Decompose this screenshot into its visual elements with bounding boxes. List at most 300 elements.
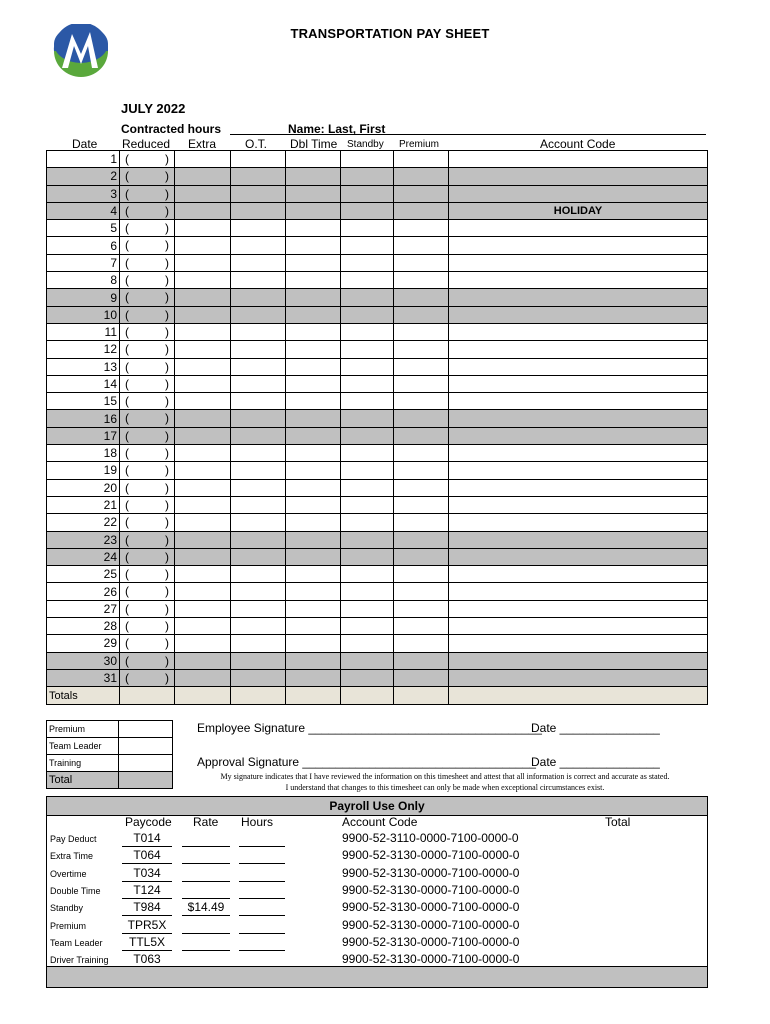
reduced-cell[interactable] <box>120 358 175 375</box>
day-number: 28 <box>47 618 120 635</box>
dbl-time-cell[interactable] <box>286 151 341 168</box>
standby-cell[interactable] <box>341 548 394 565</box>
ot-cell[interactable] <box>231 220 286 237</box>
day-number: 17 <box>47 427 120 444</box>
total-cell[interactable] <box>231 687 286 705</box>
extra-cell[interactable] <box>175 254 231 271</box>
reduced-cell[interactable] <box>120 427 175 444</box>
extra-cell[interactable] <box>175 514 231 531</box>
ot-cell[interactable] <box>231 618 286 635</box>
ot-cell[interactable] <box>231 375 286 392</box>
account-code-cell[interactable] <box>449 669 708 686</box>
account-code-value: 9900-52-3130-0000-7100-0000-0 <box>342 917 520 932</box>
premium-cell[interactable] <box>394 583 449 600</box>
standby-cell[interactable] <box>341 618 394 635</box>
premium-cell[interactable] <box>394 566 449 583</box>
totals-label: Totals <box>47 687 120 705</box>
summary-total-value[interactable] <box>119 772 173 789</box>
ot-cell[interactable] <box>231 151 286 168</box>
reduced-cell[interactable] <box>120 600 175 617</box>
extra-cell[interactable] <box>175 462 231 479</box>
account-code-cell[interactable] <box>449 410 708 427</box>
dbl-time-cell[interactable] <box>286 566 341 583</box>
extra-cell[interactable] <box>175 375 231 392</box>
dbl-time-cell[interactable] <box>286 272 341 289</box>
premium-cell[interactable] <box>394 323 449 340</box>
account-code-cell[interactable] <box>449 323 708 340</box>
extra-cell[interactable] <box>175 168 231 185</box>
ot-cell[interactable] <box>231 531 286 548</box>
premium-cell[interactable] <box>394 479 449 496</box>
summary-value[interactable] <box>119 755 173 772</box>
summary-value[interactable] <box>119 738 173 755</box>
reduced-cell[interactable] <box>120 479 175 496</box>
account-code-cell[interactable] <box>449 375 708 392</box>
name-header: Name: Last, First <box>288 122 386 136</box>
dbl-time-cell[interactable] <box>286 393 341 410</box>
reduced-cell[interactable] <box>120 566 175 583</box>
ot-cell[interactable] <box>231 427 286 444</box>
ot-cell[interactable] <box>231 462 286 479</box>
premium-cell[interactable] <box>394 202 449 219</box>
account-code-cell[interactable] <box>449 548 708 565</box>
ot-cell[interactable] <box>231 202 286 219</box>
hours-value[interactable] <box>239 831 285 847</box>
standby-cell[interactable] <box>341 254 394 271</box>
reduced-cell[interactable] <box>120 514 175 531</box>
reduced-cell[interactable] <box>120 652 175 669</box>
page-title: TRANSPORTATION PAY SHEET <box>290 26 490 41</box>
standby-cell[interactable] <box>341 323 394 340</box>
extra-cell[interactable] <box>175 220 231 237</box>
standby-cell[interactable] <box>341 393 394 410</box>
day-number: 30 <box>47 652 120 669</box>
ot-cell[interactable] <box>231 479 286 496</box>
contracted-hours-header: Contracted hours <box>121 122 222 136</box>
account-code-cell[interactable] <box>449 168 708 185</box>
premium-cell[interactable] <box>394 306 449 323</box>
standby-cell[interactable] <box>341 358 394 375</box>
account-code-cell[interactable] <box>449 618 708 635</box>
standby-cell[interactable] <box>341 479 394 496</box>
day-number: 9 <box>47 289 120 306</box>
dbl-time-cell[interactable] <box>286 600 341 617</box>
ot-cell[interactable] <box>231 289 286 306</box>
standby-cell[interactable] <box>341 375 394 392</box>
day-row <box>47 669 708 686</box>
account-code-cell[interactable] <box>449 341 708 358</box>
premium-cell[interactable] <box>394 254 449 271</box>
ot-cell[interactable] <box>231 600 286 617</box>
account-code-value: 9900-52-3130-0000-7100-0000-0 <box>342 865 520 880</box>
reduced-cell[interactable] <box>120 669 175 686</box>
extra-cell[interactable] <box>175 566 231 583</box>
extra-cell[interactable] <box>175 393 231 410</box>
reduced-cell[interactable] <box>120 220 175 237</box>
standby-cell[interactable] <box>341 220 394 237</box>
account-code-cell[interactable]: HOLIDAY <box>449 202 708 219</box>
premium-cell[interactable] <box>394 341 449 358</box>
paren-close: ) <box>165 411 169 426</box>
rate-value[interactable] <box>182 866 230 882</box>
dbl-time-cell[interactable] <box>286 358 341 375</box>
employee-date-line[interactable]: Date _______________ <box>531 721 660 735</box>
paren-close: ) <box>165 584 169 599</box>
hours-value[interactable] <box>239 848 285 864</box>
paren-open: ( <box>125 619 129 634</box>
extra-cell[interactable] <box>175 479 231 496</box>
dbl-time-cell[interactable] <box>286 220 341 237</box>
paren-open: ( <box>125 446 129 461</box>
premium-cell[interactable] <box>394 669 449 686</box>
standby-cell[interactable] <box>341 635 394 652</box>
extra-cell[interactable] <box>175 531 231 548</box>
dbl-time-cell[interactable] <box>286 410 341 427</box>
rate-value[interactable] <box>182 918 230 934</box>
standby-cell[interactable] <box>341 583 394 600</box>
ot-cell[interactable] <box>231 652 286 669</box>
ot-cell[interactable] <box>231 168 286 185</box>
reduced-cell[interactable] <box>120 237 175 254</box>
account-code-cell[interactable] <box>449 306 708 323</box>
ot-cell[interactable] <box>231 566 286 583</box>
day-number: 1 <box>47 151 120 168</box>
day-row <box>47 272 708 289</box>
rate-value[interactable] <box>182 831 230 847</box>
paren-close: ) <box>165 186 169 201</box>
premium-cell[interactable] <box>394 393 449 410</box>
account-code-cell[interactable] <box>449 289 708 306</box>
dbl-time-cell[interactable] <box>286 289 341 306</box>
account-code-cell[interactable] <box>449 393 708 410</box>
summary-total-label: Total <box>47 772 119 789</box>
extra-cell[interactable] <box>175 635 231 652</box>
dbl-time-cell[interactable] <box>286 514 341 531</box>
premium-cell[interactable] <box>394 445 449 462</box>
standby-cell[interactable] <box>341 289 394 306</box>
total-cell[interactable] <box>120 687 175 705</box>
extra-cell[interactable] <box>175 272 231 289</box>
extra-header: Extra <box>188 137 217 151</box>
standby-cell[interactable] <box>341 410 394 427</box>
standby-cell[interactable] <box>341 151 394 168</box>
reduced-cell[interactable] <box>120 254 175 271</box>
reduced-cell[interactable] <box>120 462 175 479</box>
extra-cell[interactable] <box>175 600 231 617</box>
total-cell[interactable] <box>341 687 394 705</box>
rate-value[interactable] <box>182 848 230 864</box>
extra-cell[interactable] <box>175 323 231 340</box>
dbl-time-cell[interactable] <box>286 548 341 565</box>
dbl-time-cell[interactable] <box>286 202 341 219</box>
approval-signature-line[interactable]: Approval Signature ___________________________________ <box>197 755 536 769</box>
premium-cell[interactable] <box>394 272 449 289</box>
extra-cell[interactable] <box>175 237 231 254</box>
extra-cell[interactable] <box>175 618 231 635</box>
account-code-cell[interactable] <box>449 479 708 496</box>
dbl-time-cell[interactable] <box>286 462 341 479</box>
extra-cell[interactable] <box>175 652 231 669</box>
reduced-cell[interactable] <box>120 548 175 565</box>
ot-cell[interactable] <box>231 635 286 652</box>
approval-date-line[interactable]: Date _______________ <box>531 755 660 769</box>
extra-cell[interactable] <box>175 669 231 686</box>
paren-close: ) <box>165 203 169 218</box>
ot-cell[interactable] <box>231 410 286 427</box>
paren-close: ) <box>165 515 169 530</box>
dbl-time-cell[interactable] <box>286 341 341 358</box>
standby-cell[interactable] <box>341 514 394 531</box>
ot-cell[interactable] <box>231 237 286 254</box>
account-code-cell[interactable] <box>449 220 708 237</box>
reduced-cell[interactable] <box>120 375 175 392</box>
reduced-cell[interactable] <box>120 168 175 185</box>
account-code-cell[interactable] <box>449 583 708 600</box>
account-code-cell[interactable] <box>449 635 708 652</box>
total-cell[interactable] <box>449 687 708 705</box>
total-cell[interactable] <box>175 687 231 705</box>
reduced-cell[interactable] <box>120 185 175 202</box>
premium-cell[interactable] <box>394 531 449 548</box>
rate-value[interactable] <box>182 935 230 951</box>
paycode-header: Paycode <box>125 815 172 829</box>
day-row <box>47 531 708 548</box>
employee-signature-line[interactable]: Employee Signature ___________________________________ <box>197 721 542 735</box>
dbl-time-cell[interactable] <box>286 168 341 185</box>
account-code-cell[interactable] <box>449 531 708 548</box>
premium-cell[interactable] <box>394 289 449 306</box>
day-row <box>47 445 708 462</box>
extra-cell[interactable] <box>175 202 231 219</box>
extra-cell[interactable] <box>175 427 231 444</box>
standby-cell[interactable] <box>341 652 394 669</box>
paren-open: ( <box>125 584 129 599</box>
day-number: 25 <box>47 566 120 583</box>
standby-cell[interactable] <box>341 600 394 617</box>
premium-cell[interactable] <box>394 635 449 652</box>
hours-value[interactable] <box>239 866 285 882</box>
premium-cell[interactable] <box>394 237 449 254</box>
dbl-time-cell[interactable] <box>286 479 341 496</box>
ot-cell[interactable] <box>231 548 286 565</box>
premium-cell[interactable] <box>394 618 449 635</box>
reduced-cell[interactable] <box>120 272 175 289</box>
reduced-cell[interactable] <box>120 531 175 548</box>
standby-cell[interactable] <box>341 531 394 548</box>
premium-cell[interactable] <box>394 548 449 565</box>
extra-cell[interactable] <box>175 185 231 202</box>
dbl-time-cell[interactable] <box>286 237 341 254</box>
dbl-time-cell[interactable] <box>286 635 341 652</box>
extra-cell[interactable] <box>175 583 231 600</box>
premium-cell[interactable] <box>394 375 449 392</box>
day-number: 27 <box>47 600 120 617</box>
account-code-cell[interactable] <box>449 600 708 617</box>
premium-cell[interactable] <box>394 514 449 531</box>
account-code-cell[interactable] <box>449 272 708 289</box>
summary-value[interactable] <box>119 721 173 738</box>
paycode-value: T034 <box>122 866 172 882</box>
dbl-time-cell[interactable] <box>286 496 341 513</box>
premium-cell[interactable] <box>394 427 449 444</box>
account-code-cell[interactable] <box>449 237 708 254</box>
paren-close: ) <box>165 636 169 651</box>
extra-cell[interactable] <box>175 306 231 323</box>
ot-cell[interactable] <box>231 341 286 358</box>
reduced-cell[interactable] <box>120 306 175 323</box>
standby-cell[interactable] <box>341 306 394 323</box>
standby-cell[interactable] <box>341 445 394 462</box>
ot-cell[interactable] <box>231 669 286 686</box>
extra-cell[interactable] <box>175 151 231 168</box>
rate-value[interactable]: $14.49 <box>182 900 230 916</box>
standby-cell[interactable] <box>341 669 394 686</box>
day-row <box>47 254 708 271</box>
reduced-cell[interactable] <box>120 151 175 168</box>
paren-open: ( <box>125 515 129 530</box>
premium-cell[interactable] <box>394 462 449 479</box>
reduced-cell[interactable] <box>120 289 175 306</box>
standby-cell[interactable] <box>341 202 394 219</box>
day-number: 7 <box>47 254 120 271</box>
dbl-time-cell[interactable] <box>286 427 341 444</box>
account-code-cell[interactable] <box>449 652 708 669</box>
paren-close: ) <box>165 480 169 495</box>
extra-cell[interactable] <box>175 410 231 427</box>
reduced-cell[interactable] <box>120 323 175 340</box>
total-cell[interactable] <box>394 687 449 705</box>
ot-header: O.T. <box>245 137 268 151</box>
standby-cell[interactable] <box>341 185 394 202</box>
standby-cell[interactable] <box>341 168 394 185</box>
premium-cell[interactable] <box>394 600 449 617</box>
hours-value[interactable] <box>239 918 285 934</box>
premium-cell[interactable] <box>394 496 449 513</box>
extra-cell[interactable] <box>175 548 231 565</box>
dbl-time-cell[interactable] <box>286 618 341 635</box>
premium-cell[interactable] <box>394 220 449 237</box>
dbl-time-cell[interactable] <box>286 445 341 462</box>
day-number: 29 <box>47 635 120 652</box>
extra-cell[interactable] <box>175 445 231 462</box>
day-number: 21 <box>47 496 120 513</box>
ot-cell[interactable] <box>231 583 286 600</box>
account-code-cell[interactable] <box>449 496 708 513</box>
day-number: 11 <box>47 323 120 340</box>
dbl-time-cell[interactable] <box>286 652 341 669</box>
extra-cell[interactable] <box>175 496 231 513</box>
account-code-cell[interactable] <box>449 254 708 271</box>
reduced-cell[interactable] <box>120 341 175 358</box>
day-row <box>47 151 708 168</box>
dbl-time-cell[interactable] <box>286 531 341 548</box>
standby-cell[interactable] <box>341 237 394 254</box>
paren-open: ( <box>125 636 129 651</box>
account-code-col-header: Account Code <box>342 815 418 829</box>
total-cell[interactable] <box>286 687 341 705</box>
ot-cell[interactable] <box>231 496 286 513</box>
dbl-time-cell[interactable] <box>286 669 341 686</box>
hours-value[interactable] <box>239 883 285 899</box>
premium-header: Premium <box>399 139 440 150</box>
paren-open: ( <box>125 359 129 374</box>
name-underline <box>284 134 706 135</box>
ot-cell[interactable] <box>231 358 286 375</box>
standby-cell[interactable] <box>341 462 394 479</box>
dbl-time-cell[interactable] <box>286 375 341 392</box>
ot-cell[interactable] <box>231 445 286 462</box>
ot-cell[interactable] <box>231 514 286 531</box>
account-code-cell[interactable] <box>449 151 708 168</box>
account-code-cell[interactable] <box>449 566 708 583</box>
paren-open: ( <box>125 152 129 166</box>
account-code-cell[interactable] <box>449 358 708 375</box>
extra-cell[interactable] <box>175 289 231 306</box>
account-code-cell[interactable] <box>449 514 708 531</box>
premium-cell[interactable] <box>394 185 449 202</box>
summary-label: Team Leader <box>47 738 119 755</box>
ot-cell[interactable] <box>231 393 286 410</box>
rate-value[interactable] <box>182 883 230 899</box>
paren-close: ) <box>165 670 169 685</box>
extra-cell[interactable] <box>175 358 231 375</box>
hours-value[interactable] <box>239 900 285 916</box>
payroll-row-label: Double Time <box>50 885 101 896</box>
reduced-cell[interactable] <box>120 496 175 513</box>
account-code-cell[interactable] <box>449 185 708 202</box>
standby-cell[interactable] <box>341 566 394 583</box>
reduced-cell[interactable] <box>120 202 175 219</box>
reduced-cell[interactable] <box>120 635 175 652</box>
dbl-time-cell[interactable] <box>286 323 341 340</box>
ot-cell[interactable] <box>231 306 286 323</box>
paycode-value: T063 <box>122 952 172 968</box>
reduced-cell[interactable] <box>120 583 175 600</box>
premium-cell[interactable] <box>394 652 449 669</box>
hours-value[interactable] <box>239 935 285 951</box>
reduced-cell[interactable] <box>120 618 175 635</box>
premium-cell[interactable] <box>394 410 449 427</box>
ot-cell[interactable] <box>231 323 286 340</box>
day-number: 13 <box>47 358 120 375</box>
ot-cell[interactable] <box>231 254 286 271</box>
premium-cell[interactable] <box>394 151 449 168</box>
ot-cell[interactable] <box>231 185 286 202</box>
standby-cell[interactable] <box>341 496 394 513</box>
reduced-cell[interactable] <box>120 393 175 410</box>
account-code-cell[interactable] <box>449 445 708 462</box>
reduced-cell[interactable] <box>120 410 175 427</box>
account-code-cell[interactable] <box>449 462 708 479</box>
standby-cell[interactable] <box>341 427 394 444</box>
extra-cell[interactable] <box>175 341 231 358</box>
reduced-cell[interactable] <box>120 445 175 462</box>
dbl-time-cell[interactable] <box>286 306 341 323</box>
dbl-time-cell[interactable] <box>286 185 341 202</box>
standby-cell[interactable] <box>341 341 394 358</box>
dbl-time-cell[interactable] <box>286 583 341 600</box>
account-code-cell[interactable] <box>449 427 708 444</box>
paren-close: ) <box>165 428 169 443</box>
day-row <box>47 289 708 306</box>
day-number: 31 <box>47 669 120 686</box>
premium-cell[interactable] <box>394 358 449 375</box>
premium-cell[interactable] <box>394 168 449 185</box>
paycode-value: T124 <box>122 883 172 899</box>
standby-cell[interactable] <box>341 272 394 289</box>
dbl-time-cell[interactable] <box>286 254 341 271</box>
ot-cell[interactable] <box>231 272 286 289</box>
